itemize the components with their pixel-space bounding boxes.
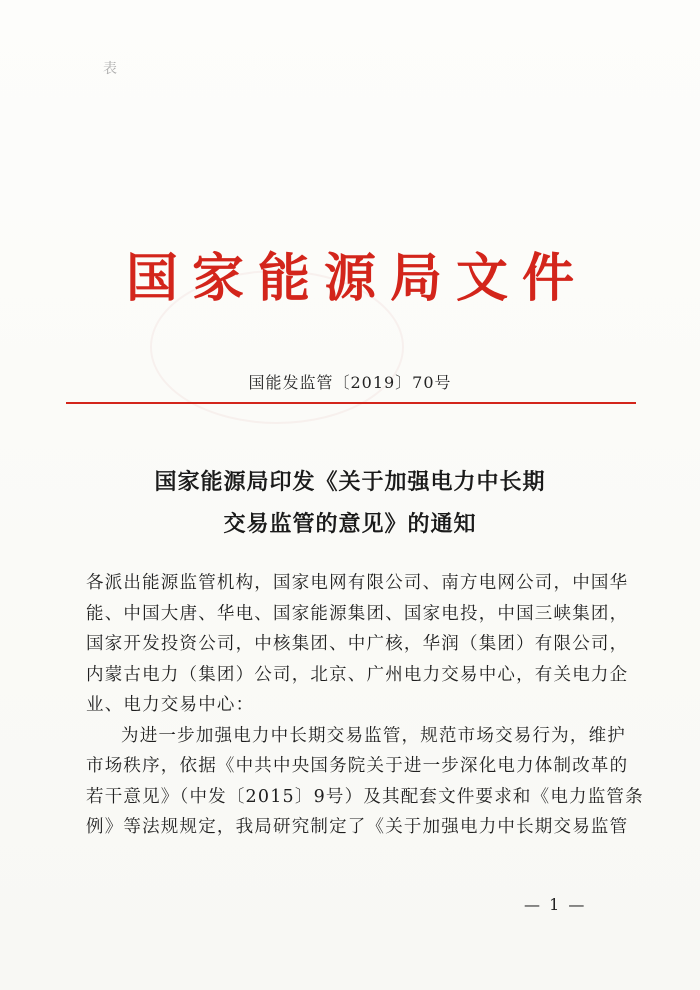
recipients-block — [86, 568, 629, 721]
paragraph-line: 若干意见》（中发〔2015〕9号）及其配套文件要求和《电力监管条 — [86, 786, 644, 807]
page-number: — 1 — — [524, 895, 587, 914]
recipients-line: 各派出能源监管机构，国家电网有限公司、南方电网公司，中国华 — [86, 573, 629, 593]
notice-title — [0, 462, 700, 546]
recipients-line: 能、中国大唐、华电、国家能源集团、国家电投，中国三峡集团， — [86, 603, 629, 624]
notice-title-line-2: 交易监管的意见》的通知 — [223, 512, 477, 537]
document-header-title: 国家能源局文件 — [125, 248, 588, 309]
red-separator-line — [66, 402, 636, 404]
recipients-line: 国家开发投资公司，中核集团、中广核，华润（集团）有限公司， — [86, 634, 629, 654]
document-body — [86, 568, 644, 843]
paragraph-line: 市场秩序，依据《中共中央国务院关于进一步深化电力体制改革的 — [86, 756, 629, 776]
recipients-line: 业、电力交易中心： — [86, 695, 255, 715]
paragraph-line: 为进一步加强电力中长期交易监管，规范市场交易行为，维护 — [121, 725, 626, 746]
document-number: 国能发监管〔2019〕70号 — [248, 373, 452, 392]
paragraph-line: 例》等法规规定，我局研究制定了《关于加强电力中长期交易监管 — [86, 817, 629, 837]
recipients-line: 内蒙古电力（集团）公司，北京、广州电力交易中心，有关电力企 — [86, 664, 629, 685]
margin-mark: 表 — [103, 61, 117, 77]
paragraph-1 — [86, 721, 644, 843]
notice-title-line-1: 国家能源局印发《关于加强电力中长期 — [154, 470, 546, 495]
